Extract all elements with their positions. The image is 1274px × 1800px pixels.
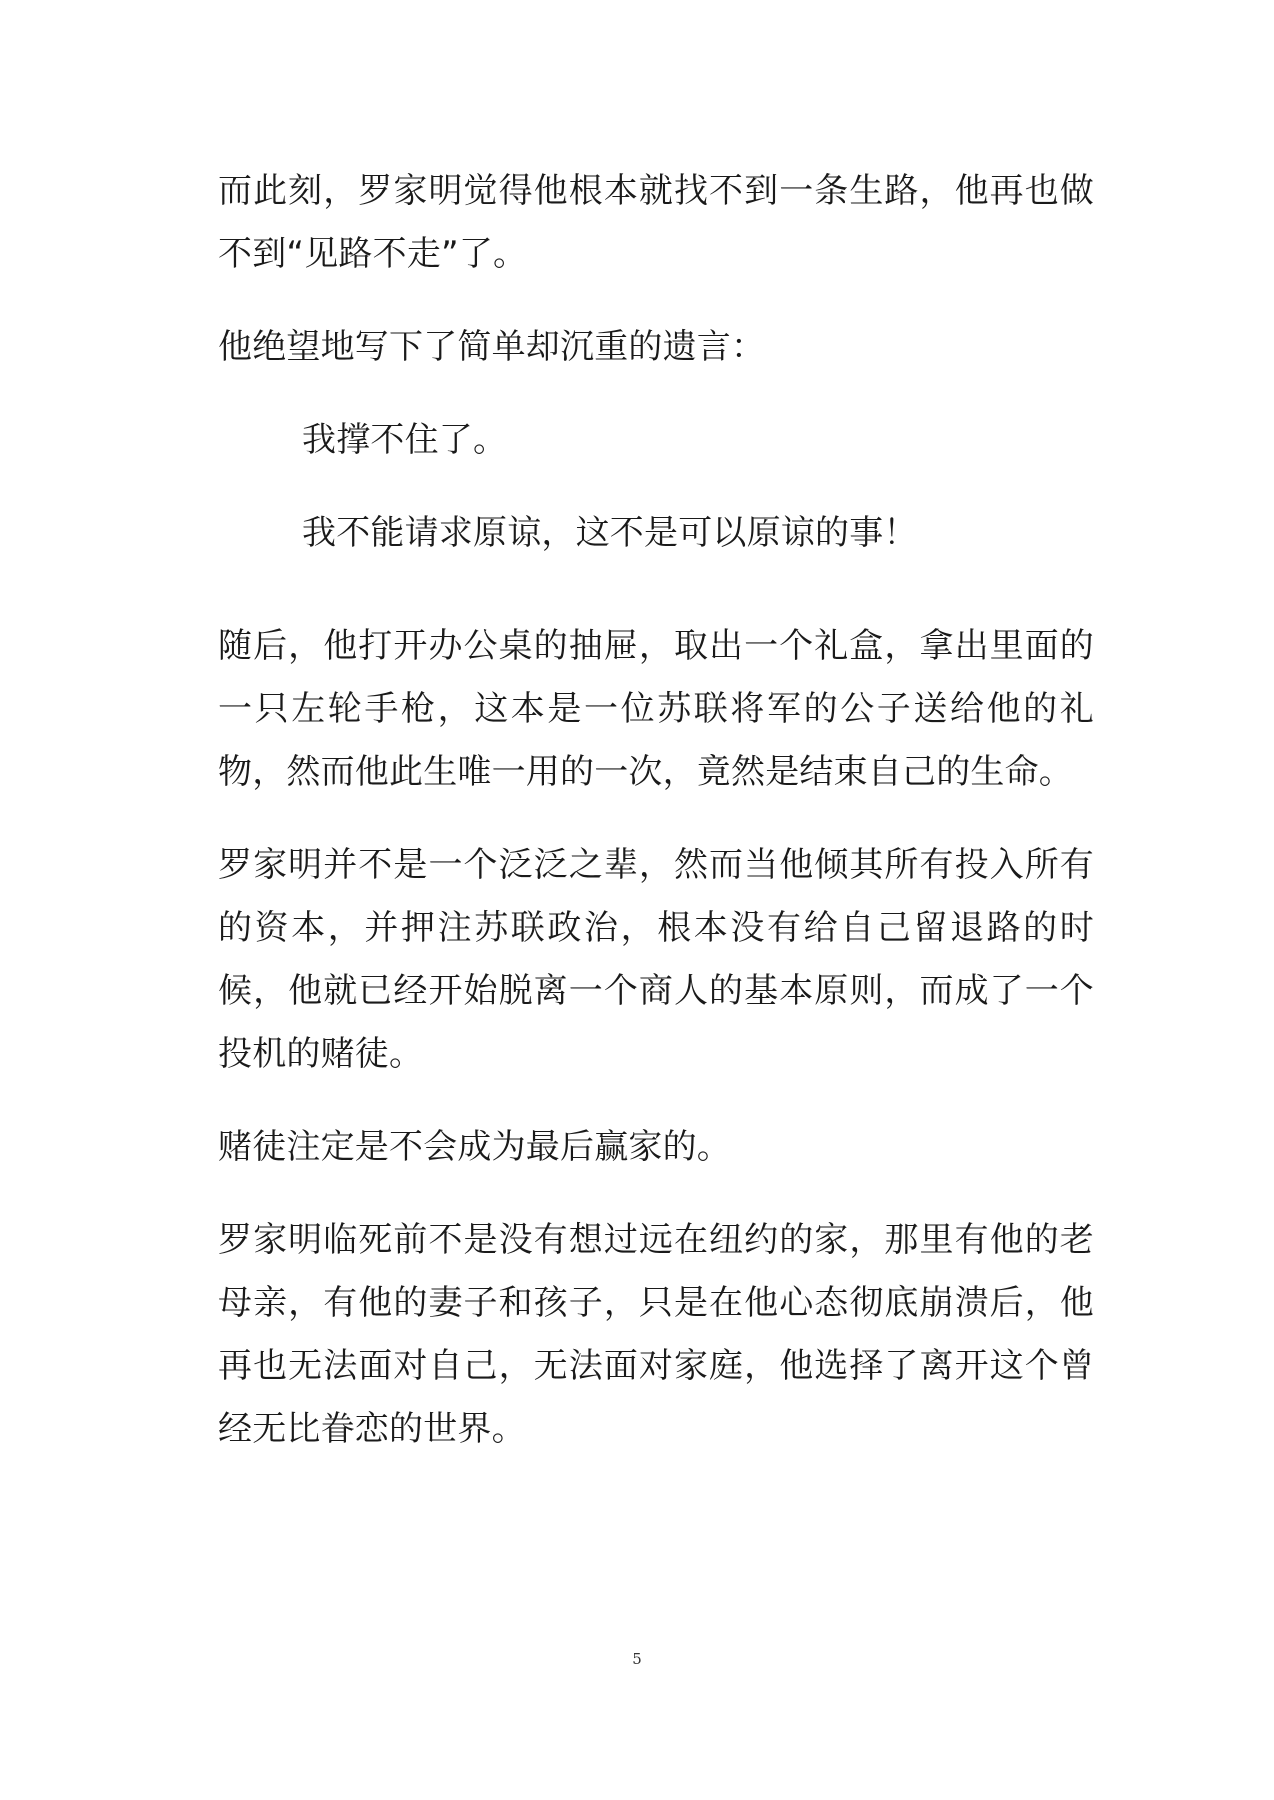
paragraph-3: 随后，他打开办公桌的抽屉，取出一个礼盒，拿出里面的一只左轮手枪，这本是一位苏联将军的公子送给他的礼物，然而他此生唯一用的一次，竟然是结束自己的生命。 [218, 626, 1094, 792]
body-text [218, 160, 1094, 1491]
page-number: 5 [632, 1650, 642, 1668]
quote-line-1: 我撑不住了。 [302, 420, 508, 460]
paragraph-5: 赌徒注定是不会成为最后赢家的。 [218, 1127, 731, 1167]
paragraph-6: 罗家明临死前不是没有想过远在纽约的家，那里有他的老母亲，有他的妻子和孩子，只是在他心态彻底崩溃后，他再也无法面对自己，无法面对家庭，他选择了离开这个曾经无比眷恋的世界。 [218, 1220, 1094, 1449]
quote-line-2: 我不能请求原谅，这不是可以原谅的事！ [302, 513, 918, 553]
last-words-quote [218, 409, 1094, 565]
paragraph-4: 罗家明并不是一个泛泛之辈，然而当他倾其所有投入所有的资本，并押注苏联政治，根本没有给自己留退路的时候，他就已经开始脱离一个商人的基本原则，而成了一个投机的赌徒。 [218, 845, 1094, 1074]
paragraph-1: 而此刻，罗家明觉得他根本就找不到一条生路，他再也做不到“见路不走”了。 [218, 171, 1094, 274]
paragraph-2: 他绝望地写下了简单却沉重的遗言： [218, 327, 766, 367]
